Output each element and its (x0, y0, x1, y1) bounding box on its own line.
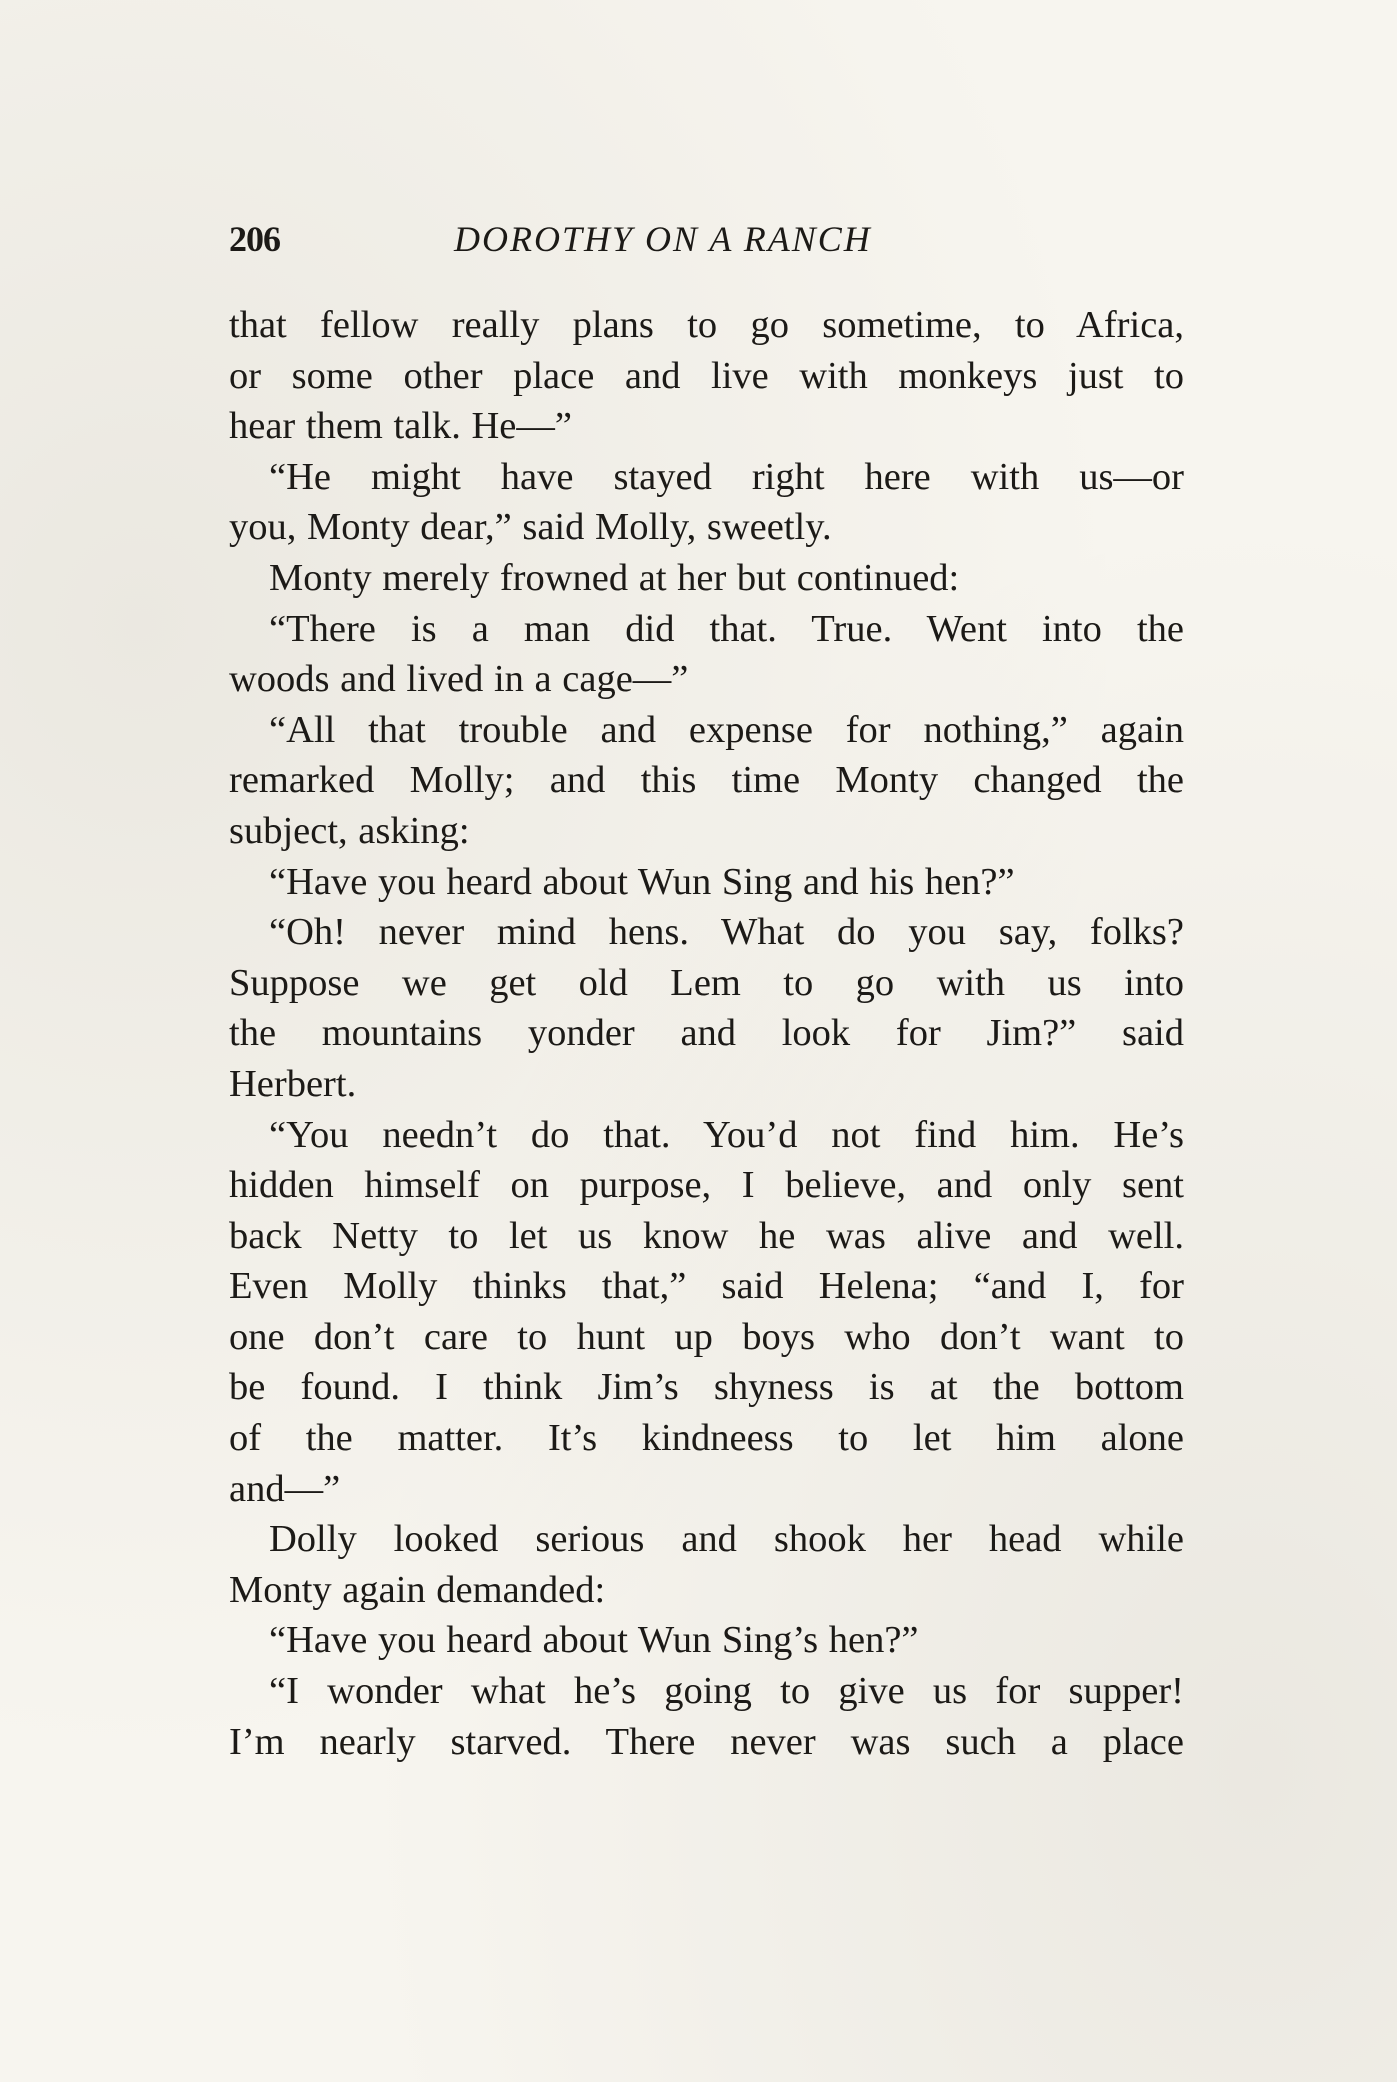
text-line: Monty again demanded: (229, 1568, 606, 1611)
text-line: “Oh! never mind hens. What do you say, folks? (269, 911, 1184, 954)
text-line: back Netty to let us know he was alive and well. (229, 1214, 1184, 1257)
text-line: hidden himself on purpose, I believe, and only sent (229, 1164, 1184, 1207)
text-line: Monty merely frowned at her but continued: (269, 556, 960, 599)
text-line: subject, asking: (229, 809, 470, 852)
text-line: Herbert. (229, 1062, 357, 1105)
text-line: Suppose we get old Lem to go with us into (229, 961, 1184, 1004)
text-line: woods and lived in a cage—” (229, 658, 689, 701)
text-line: remarked Molly; and this time Monty changed the (229, 759, 1184, 802)
text-line: one don’t care to hunt up boys who don’t want to (229, 1315, 1184, 1358)
text-line: Dolly looked serious and shook her head while (269, 1518, 1184, 1561)
text-line: “You needn’t do that. You’d not find him. He’s (269, 1113, 1184, 1156)
text-line: that fellow really plans to go sometime, to Africa, (229, 304, 1184, 346)
text-line: hear them talk. He—” (229, 405, 572, 448)
text-line: “Have you heard about Wun Sing and his hen?” (269, 860, 1015, 903)
text-line: “I wonder what he’s going to give us for supper! (269, 1670, 1184, 1713)
text-line: and—” (229, 1467, 341, 1510)
text-line: “All that trouble and expense for nothing,” again (269, 708, 1184, 751)
text-line: the mountains yonder and look for Jim?” said (229, 1012, 1184, 1055)
text-line: I’m nearly starved. There never was such a place (229, 1720, 1184, 1763)
text-line: “He might have stayed right here with us—or (269, 455, 1184, 498)
body-text (229, 300, 1184, 1767)
text-line: Even Molly thinks that,” said Helena; “and I, for (229, 1265, 1184, 1308)
text-line: “Have you heard about Wun Sing’s hen?” (269, 1619, 919, 1662)
text-line: “There is a man did that. True. Went into the (269, 607, 1184, 650)
text-line: or some other place and live with monkeys just to (229, 354, 1184, 397)
page-number: 206 (229, 219, 280, 259)
text-line: of the matter. It’s kindneess to let him alone (229, 1417, 1184, 1460)
running-title: DOROTHY ON A RANCH (454, 219, 872, 259)
text-line: be found. I think Jim’s shyness is at the bottom (229, 1366, 1184, 1409)
page-header (229, 218, 1189, 278)
text-line: you, Monty dear,” said Molly, sweetly. (229, 506, 832, 549)
